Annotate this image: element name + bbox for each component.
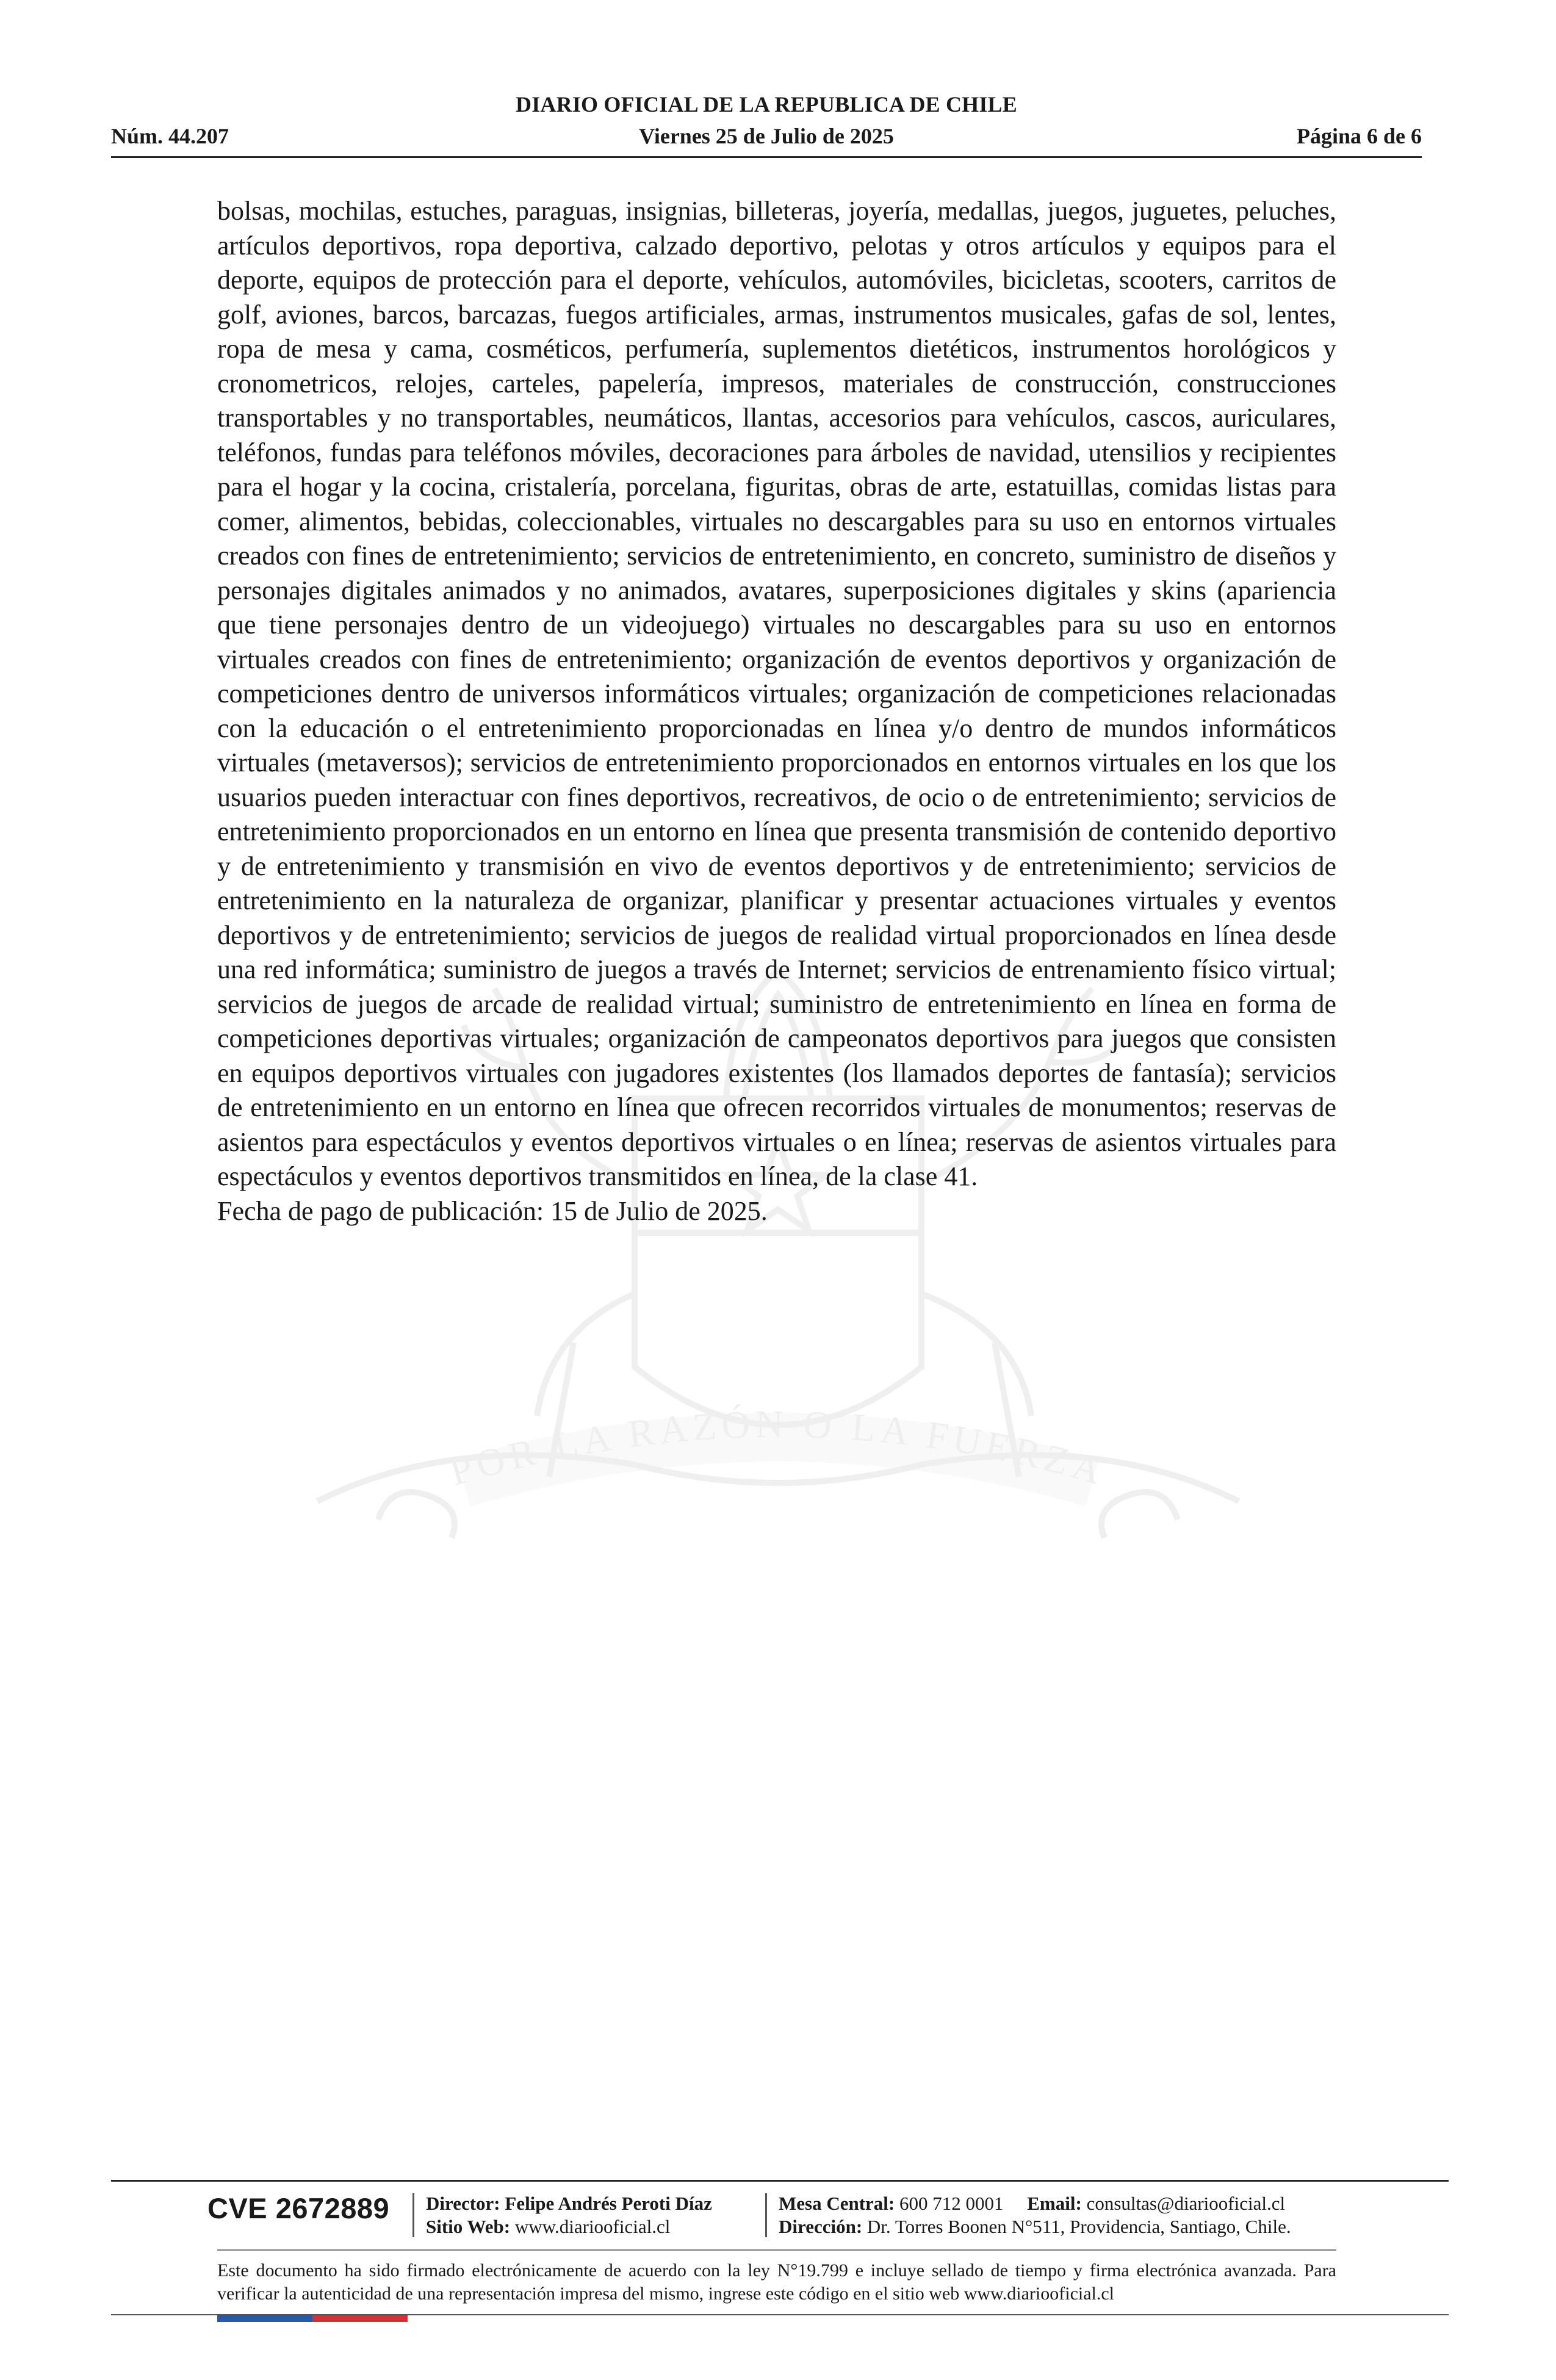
issue-date: Viernes 25 de Julio de 2025 (639, 124, 894, 148)
flag-stripe-red (312, 2315, 408, 2322)
document-body (217, 194, 1336, 1228)
footer-mid-divider (217, 2249, 1336, 2251)
email-label: Email: (1027, 2193, 1082, 2214)
page-header (111, 92, 1422, 159)
contact-block (779, 2192, 1291, 2238)
body-paragraph: bolsas, mochilas, estuches, paraguas, insignias, billeteras, joyería, medallas, juegos, juguetes, peluches, artículos deportivos, ropa deportiva, calzado deportivo, pelotas y otros artículos y equipos para el deporte, equipos de protección para el deporte, vehículos, automóviles, bicicletas, scooters, carritos de golf, aviones, barcos, barcazas, fuegos artificiales, armas, instrumentos musicales, gafas de sol, lentes, ropa de mesa y cama, cosméticos, perfumería, suplementos dietéticos, instrumentos horológicos y cronometricos, relojes, carteles, papelería, impresos, materiales de construcción, construcciones transportables y no transportables, neumáticos, llantas, accesorios para vehículos, cascos, auriculares, teléfonos, fundas para teléfonos móviles, decoraciones para árboles de navidad, utensilios y recipientes para el hogar y la cocina, cristalería, porcelana, figuritas, obras de arte, estatuillas, comidas listas para comer, alimentos, bebidas, coleccionables, virtuales no descargables para su uso en entornos virtuales creados con fines de entretenimiento; servicios de entretenimiento, en concreto, suministro de diseños y personajes digitales animados y no animados, avatares, superposiciones digitales y skins (apariencia que tiene personajes dentro de un videojuego) virtuales no descargables para su uso en entornos virtuales creados con fines de entretenimiento; organización de eventos deportivos y organización de competiciones dentro de universos informáticos virtuales; organización de competiciones relacionadas con la educación o el entretenimiento proporcionadas en línea y/o dentro de mundos informáticos virtuales (metaversos); servicios de entretenimiento proporcionados en entornos virtuales en los que los usuarios pueden interactuar con fines deportivos, recreativos, de ocio o de entretenimiento; servicios de entretenimiento proporcionados en un entorno en línea que presenta transmisión de contenido deportivo y de entretenimiento y transmisión en vivo de eventos deportivos y de entretenimiento; servicios de entretenimiento en la naturaleza de organizar, planificar y presentar actuaciones virtuales y eventos deportivos y de entretenimiento; servicios de juegos de realidad virtual proporcionados en línea desde una red informática; suministro de juegos a través de Internet; servicios de entrenamiento físico virtual; servicios de juegos de arcade de realidad virtual; suministro de entretenimiento en línea en forma de competiciones deportivas virtuales; organización de campeonatos deportivos para juegos que consisten en equipos deportivos virtuales con jugadores existentes (los llamados deportes de fantasía); servicios de entretenimiento en un entorno en línea que ofrecen recorridos virtuales de monumentos; reservas de asientos para espectáculos y eventos deportivos virtuales o en línea; reservas de asientos virtuales para espectáculos y eventos deportivos transmitidos en línea, de la clase 41. (217, 196, 1336, 1191)
legal-notice: Este documento ha sido firmado electrónicamente de acuerdo con la ley N°19.799 e incluye sellado de tiempo y firma electrónica avanzada. Para verificar la autenticidad de una representación impresa del mismo, ingrese este código en el sitio web www.diariooficial.cl (217, 2260, 1336, 2304)
director-name: Felipe Andrés Peroti Díaz (505, 2193, 712, 2214)
address-text: Dr. Torres Boonen N°511, Providencia, Santiago, Chile. (866, 2216, 1291, 2237)
website-label: Sitio Web: (426, 2216, 511, 2237)
footer-top-divider (111, 2180, 1449, 2182)
page-indicator: Página 6 de 6 (1296, 124, 1422, 148)
footer-separator (765, 2193, 767, 2237)
address-label: Dirección: (779, 2216, 863, 2237)
email-link[interactable]: consultas@diariooficial.cl (1086, 2193, 1286, 2214)
footer-separator (412, 2193, 414, 2237)
payment-date: Fecha de pago de publicación: 15 de Julio de 2025. (217, 1195, 768, 1226)
phone-label: Mesa Central: (779, 2193, 895, 2214)
director-block (426, 2192, 712, 2238)
cve-code: CVE 2672889 (207, 2192, 390, 2224)
header-divider (111, 156, 1422, 158)
publication-title: DIARIO OFICIAL DE LA REPUBLICA DE CHILE (516, 92, 1017, 117)
website-link[interactable]: www.diariooficial.cl (514, 2216, 671, 2237)
motto-text: POR LA RAZÓN O LA FUERZA (445, 1402, 1111, 1494)
flag-stripe-blue (217, 2315, 312, 2322)
phone-number: 600 712 0001 (899, 2193, 1004, 2214)
issue-number: Núm. 44.207 (111, 124, 229, 148)
director-label: Director: (426, 2193, 500, 2214)
